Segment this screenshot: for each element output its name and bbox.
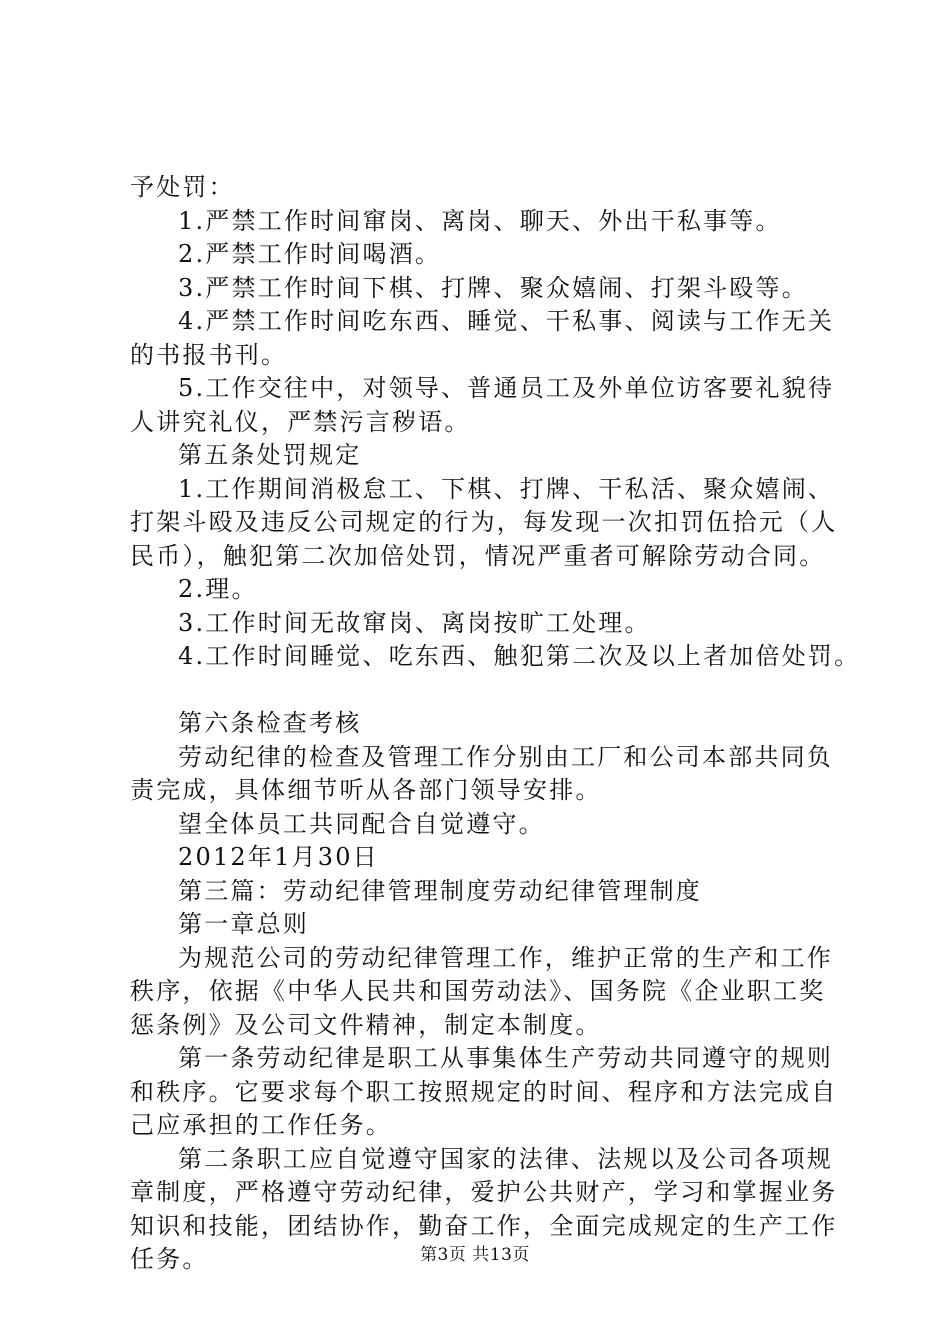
text-line: 劳动纪律的检查及管理工作分别由工厂和公司本部共同负 <box>178 742 833 771</box>
text-line: 5.工作交往中，对领导、普通员工及外单位访客要礼貌待 <box>178 374 835 402</box>
text-line: 2.理。 <box>178 575 258 603</box>
text-line: 4.严禁工作时间吃东西、睡觉、干私事、阅读与工作无关 <box>178 307 835 335</box>
text-line: 第一章总则 <box>178 910 309 938</box>
text-line: 1.工作期间消极怠工、下棋、打牌、干私活、聚众嬉闹、 <box>178 474 835 503</box>
text-line: 为规范公司的劳动纪律管理工作，维护正常的生产和工作 <box>178 943 833 972</box>
text-line: 第二条职工应自觉遵守国家的法律、法规以及公司各项规 <box>178 1144 833 1173</box>
text-line: 第六条检查考核 <box>178 709 362 737</box>
text-line: 3.工作时间无故窜岗、离岗按旷工处理。 <box>178 608 651 637</box>
text-line: 责完成，具体细节听从各部门领导安排。 <box>130 776 602 804</box>
text-line: 惩条例》及公司文件精神，制定本制度。 <box>130 1010 602 1039</box>
text-line: 2.严禁工作时间喝酒。 <box>178 240 442 268</box>
text-line: 望全体员工共同配合自觉遵守。 <box>178 809 545 838</box>
text-line: 任务。 <box>130 1245 209 1273</box>
text-line: 己应承担的工作任务。 <box>130 1111 392 1139</box>
text-line: 4.工作时间睡觉、吃东西、触犯第二次及以上者加倍处罚。 <box>178 642 861 670</box>
text-line: 3.严禁工作时间下棋、打牌、聚众嬉闹、打架斗殴等。 <box>178 273 808 302</box>
text-line: 第五条处罚规定 <box>178 441 362 469</box>
text-line: 章制度，严格遵守劳动纪律，爱护公共财产，学习和掌握业务 <box>130 1178 838 1206</box>
text-line: 知识和技能，团结协作，勤奋工作，全面完成规定的生产工作 <box>130 1211 838 1240</box>
blank-line <box>130 674 850 708</box>
text-line: 人讲究礼仪，严禁污言秽语。 <box>130 407 471 436</box>
page-footer: 第3页 共13页 <box>420 1245 530 1265</box>
text-line: 和秩序。它要求每个职工按照规定的时间、程序和方法完成自 <box>130 1077 838 1106</box>
text-line: 打架斗殴及违反公司规定的行为，每发现一次扣罚伍拾元（人 <box>130 508 838 536</box>
text-line: 民币），触犯第二次加倍处罚，情况严重者可解除劳动合同。 <box>130 541 826 570</box>
text-line: 秩序，依据《中华人民共和国劳动法》、国务院《企业职工奖 <box>130 977 826 1005</box>
text-line: 的书报书刊。 <box>130 340 288 369</box>
text-line: 第三篇：劳动纪律管理制度劳动纪律管理制度 <box>178 876 702 905</box>
text-line: 予处罚： <box>130 173 235 201</box>
text-line: 第一条劳动纪律是职工从事集体生产劳动共同遵守的规则 <box>178 1044 833 1072</box>
text-line: 2012年1月30日 <box>178 843 379 871</box>
document-body <box>130 171 861 1277</box>
text-line: 1.严禁工作时间窜岗、离岗、聊天、外出干私事等。 <box>178 206 782 235</box>
